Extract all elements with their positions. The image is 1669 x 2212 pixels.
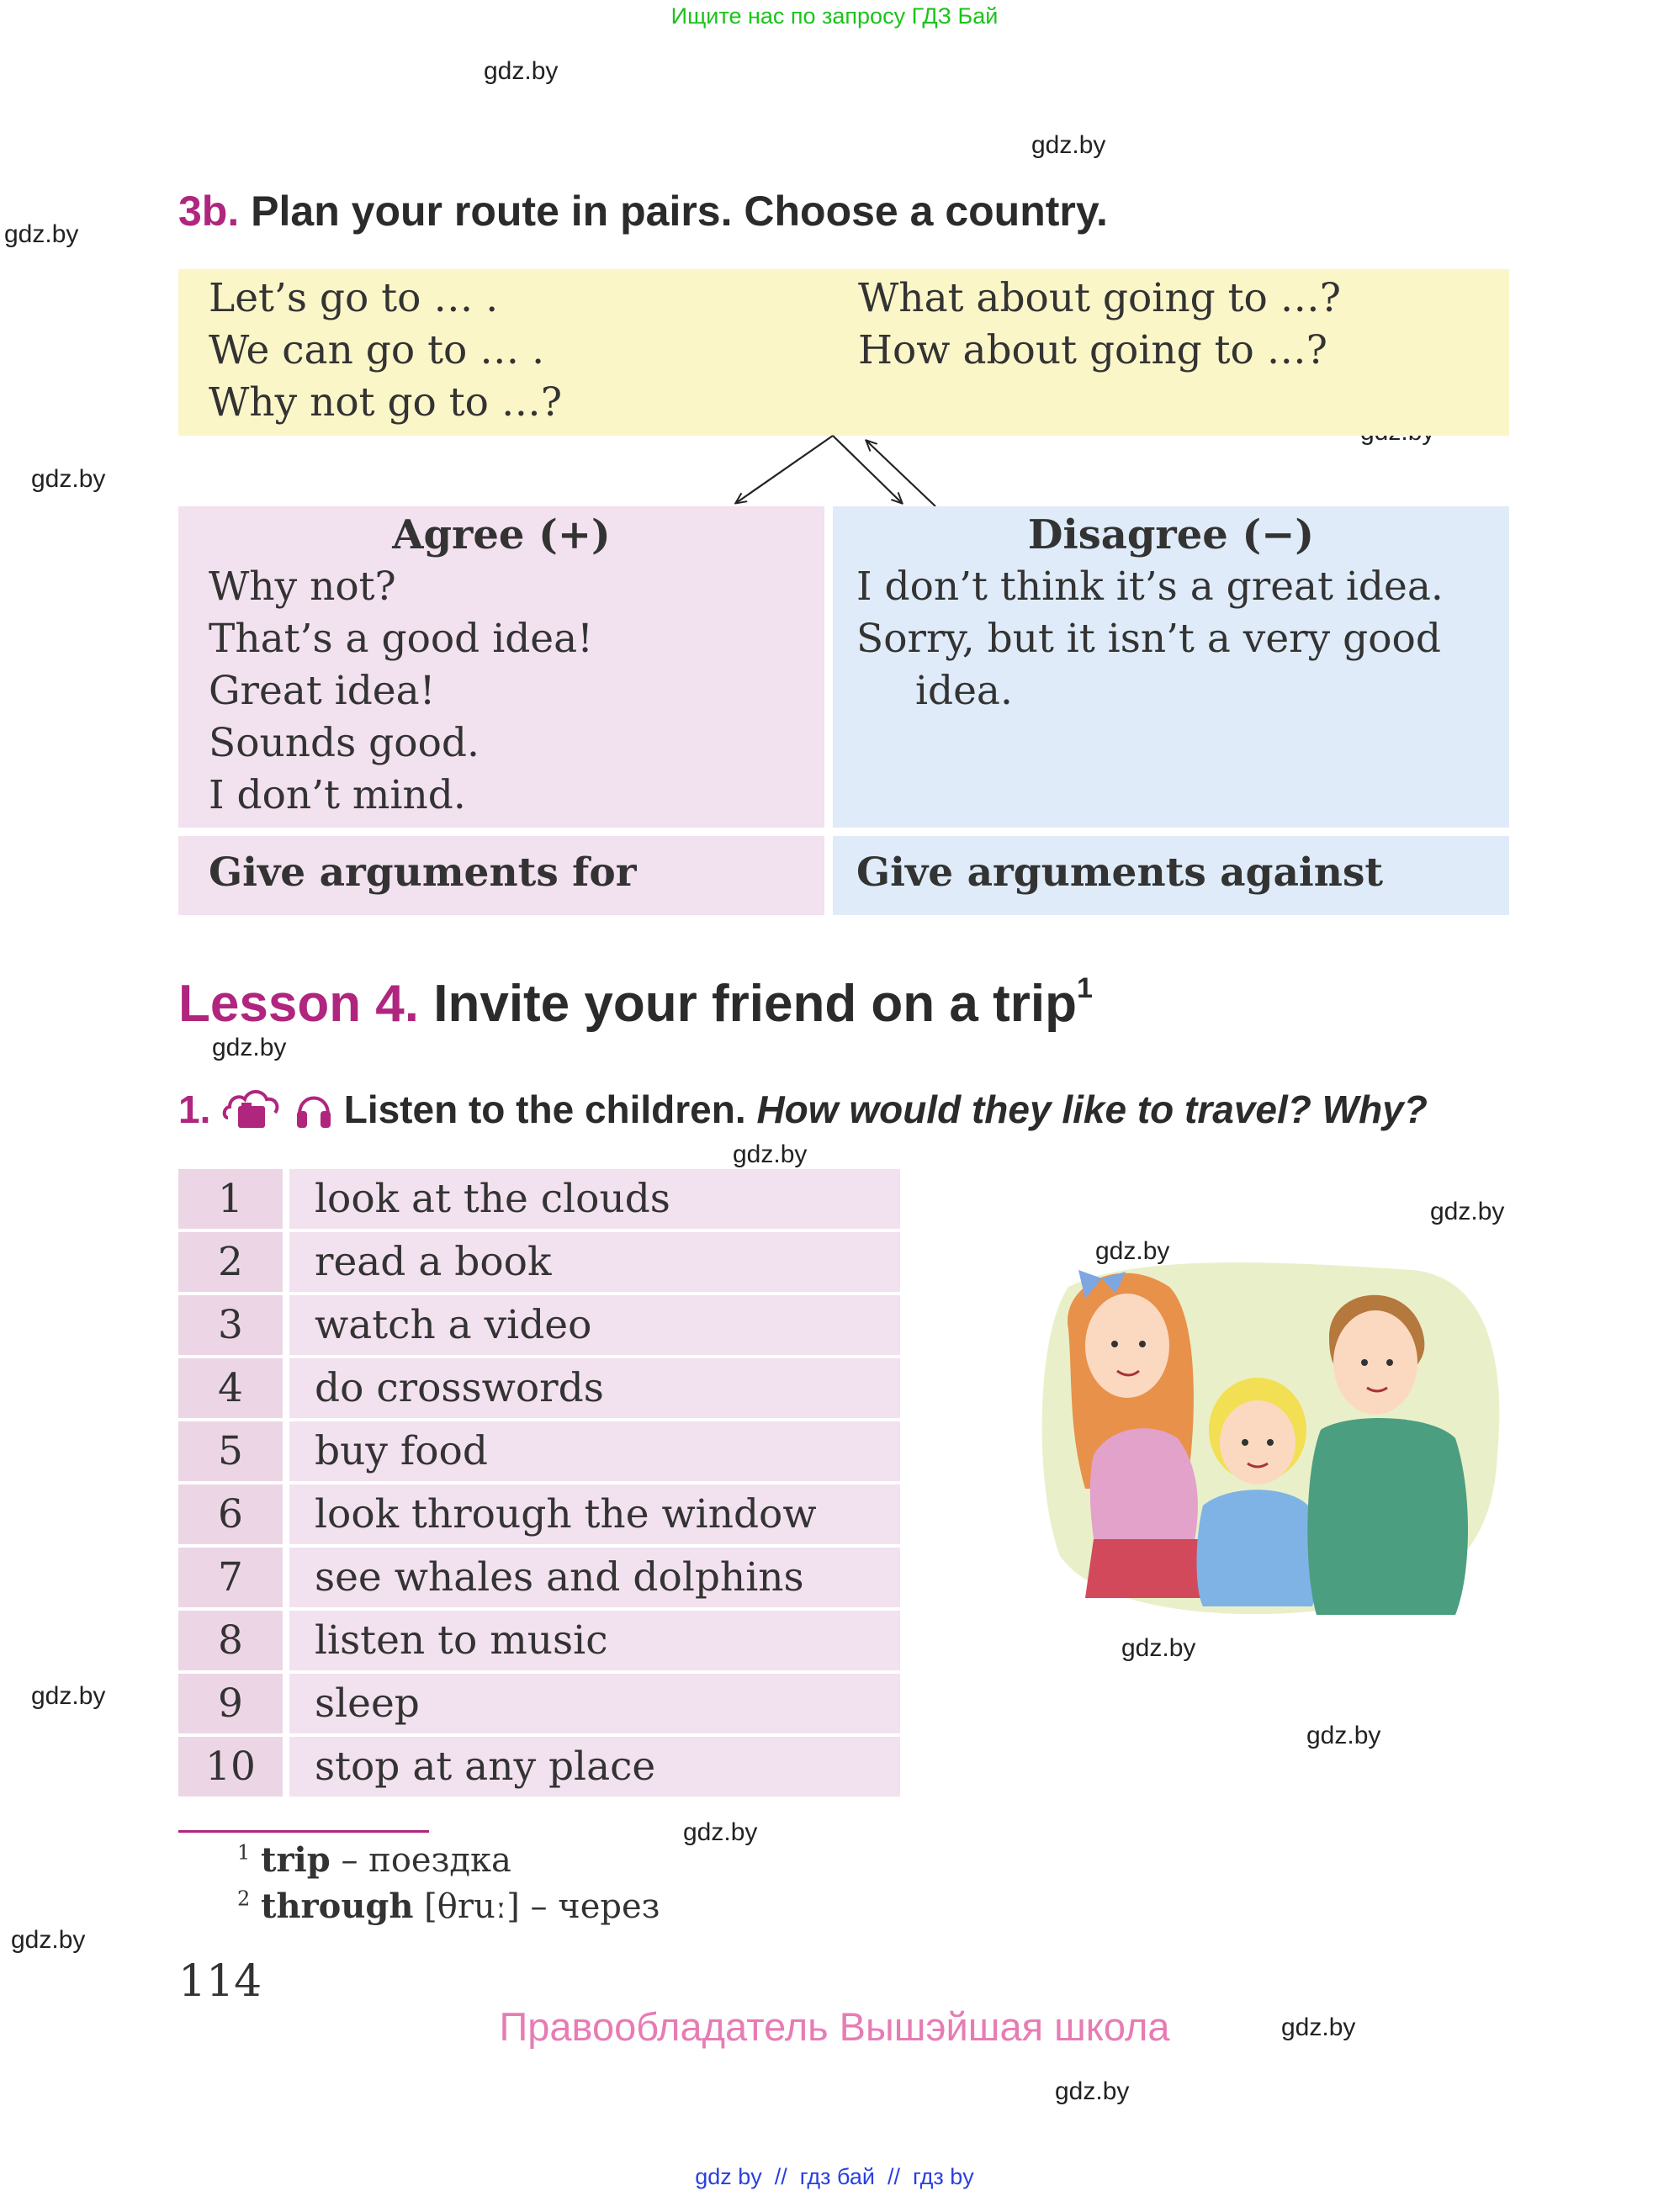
table-row bbox=[178, 1421, 900, 1481]
footer-links[interactable]: gdz by // гдз бай // гдз by bbox=[695, 2164, 974, 2189]
agree-heading: Agree (+) bbox=[392, 511, 611, 558]
table-row bbox=[178, 1358, 900, 1418]
arrow-agree bbox=[736, 436, 833, 503]
row-number: 3 bbox=[178, 1295, 283, 1355]
table-row bbox=[178, 1232, 900, 1292]
watermark: gdz.by bbox=[212, 1034, 287, 1061]
table-row bbox=[178, 1611, 900, 1670]
exercise-title: Plan your route in pairs. Choose a country. bbox=[251, 188, 1108, 235]
row-text: look through the window bbox=[289, 1484, 900, 1544]
copyright-owner: Правообладатель Вышэйшая школа bbox=[499, 2004, 1170, 2049]
children-illustration bbox=[1035, 1236, 1514, 1632]
watermark: gdz.by bbox=[1095, 1237, 1170, 1265]
watermark: gdz.by bbox=[1281, 2014, 1356, 2041]
disagree-heading: Disagree (−) bbox=[1027, 511, 1315, 558]
watermark: gdz.by bbox=[683, 1818, 758, 1846]
disagree-phrase: idea. bbox=[915, 668, 1013, 714]
exercise-3b-heading bbox=[178, 187, 1108, 235]
agree-phrase: That’s a good idea! bbox=[209, 616, 594, 662]
table-row bbox=[178, 1295, 900, 1355]
exercise-instruction: Listen to the children. bbox=[343, 1087, 746, 1131]
arguments-for-label: Give arguments for bbox=[209, 849, 637, 896]
watermark: gdz.by bbox=[1430, 1198, 1505, 1225]
exercise-question: How would they like to travel? Why? bbox=[756, 1087, 1428, 1131]
watermark: gdz.by bbox=[1031, 131, 1106, 159]
agree-phrase: Why not? bbox=[209, 564, 396, 610]
watermark: gdz.by bbox=[484, 57, 559, 85]
exercise-number: 3b. bbox=[178, 188, 240, 235]
phrase: How about going to …? bbox=[858, 327, 1327, 373]
table-row bbox=[178, 1674, 900, 1733]
agree-phrase: Great idea! bbox=[209, 668, 436, 714]
row-text: read a book bbox=[289, 1232, 900, 1292]
footnote-word: through bbox=[261, 1887, 414, 1926]
row-text: look at the clouds bbox=[289, 1169, 900, 1229]
table-row bbox=[178, 1548, 900, 1607]
footnote-translation: – поездка bbox=[341, 1841, 511, 1880]
headphones-icon[interactable] bbox=[294, 1084, 333, 1131]
watermark: gdz.by bbox=[1055, 2077, 1130, 2105]
footnote-word: trip bbox=[261, 1840, 331, 1880]
row-number: 6 bbox=[178, 1484, 283, 1544]
row-number: 5 bbox=[178, 1421, 283, 1481]
exercise-number: 1. bbox=[178, 1087, 211, 1131]
phrase: We can go to … . bbox=[209, 327, 545, 373]
footnote-1 bbox=[237, 1840, 511, 1880]
watermark: gdz.by bbox=[11, 1926, 86, 1954]
footnote-mark: 1 bbox=[237, 1840, 251, 1865]
footnote-mark: 2 bbox=[237, 1887, 251, 1911]
row-number: 8 bbox=[178, 1611, 283, 1670]
row-number: 1 bbox=[178, 1169, 283, 1229]
arguments-for-box bbox=[178, 836, 824, 915]
footnote-2 bbox=[237, 1887, 660, 1926]
row-number: 4 bbox=[178, 1358, 283, 1418]
exercise-1-heading bbox=[178, 1087, 1428, 1136]
watermark: gdz.by bbox=[4, 220, 79, 248]
watermark: gdz.by bbox=[1306, 1722, 1381, 1749]
row-text: listen to music bbox=[289, 1611, 900, 1670]
arrow-disagree bbox=[833, 436, 902, 503]
footnote-divider bbox=[178, 1830, 429, 1833]
branch-arrows bbox=[707, 429, 959, 513]
audio-cd-icon[interactable] bbox=[221, 1084, 283, 1131]
page-number: 114 bbox=[178, 1956, 262, 2007]
row-number: 2 bbox=[178, 1232, 283, 1292]
suggestion-phrases-box bbox=[178, 269, 1509, 436]
row-text: watch a video bbox=[289, 1295, 900, 1355]
row-number: 9 bbox=[178, 1674, 283, 1733]
disagree-phrase: Sorry, but it isn’t a very good bbox=[856, 616, 1441, 662]
phrase: Let’s go to … . bbox=[209, 275, 499, 321]
row-text: stop at any place bbox=[289, 1737, 900, 1797]
row-text: buy food bbox=[289, 1421, 900, 1481]
agree-phrase: I don’t mind. bbox=[209, 772, 466, 818]
arguments-against-box bbox=[833, 836, 1509, 915]
table-row bbox=[178, 1484, 900, 1544]
phrase: What about going to …? bbox=[858, 275, 1341, 321]
disagree-phrase: I don’t think it’s a great idea. bbox=[856, 564, 1444, 610]
table-row bbox=[178, 1169, 900, 1229]
table-row bbox=[178, 1737, 900, 1797]
watermark: gdz.by bbox=[1121, 1634, 1196, 1662]
footnote-translation: [θruː] – через bbox=[424, 1887, 660, 1926]
row-text: sleep bbox=[289, 1674, 900, 1733]
row-number: 7 bbox=[178, 1548, 283, 1607]
row-text: see whales and dolphins bbox=[289, 1548, 900, 1607]
agree-phrase: Sounds good. bbox=[209, 720, 480, 766]
agree-box bbox=[178, 506, 824, 828]
disagree-box bbox=[833, 506, 1509, 828]
watermark: gdz.by bbox=[31, 465, 106, 493]
watermark: gdz.by bbox=[31, 1682, 106, 1710]
lesson-number: Lesson 4. bbox=[178, 975, 419, 1033]
arrow-return bbox=[866, 441, 935, 506]
row-number: 10 bbox=[178, 1737, 283, 1797]
row-text: do crosswords bbox=[289, 1358, 900, 1418]
arguments-against-label: Give arguments against bbox=[856, 849, 1384, 896]
lesson-heading bbox=[178, 974, 1093, 1034]
lesson-title: Invite your friend on a trip bbox=[433, 975, 1077, 1033]
watermark: gdz.by bbox=[733, 1140, 808, 1168]
phrase: Why not go to …? bbox=[209, 379, 563, 426]
top-search-note[interactable]: Ищите нас по запросу ГДЗ Бай bbox=[670, 3, 999, 29]
activities-table bbox=[178, 1169, 900, 1800]
footnote-mark: 1 bbox=[1076, 972, 1093, 1005]
